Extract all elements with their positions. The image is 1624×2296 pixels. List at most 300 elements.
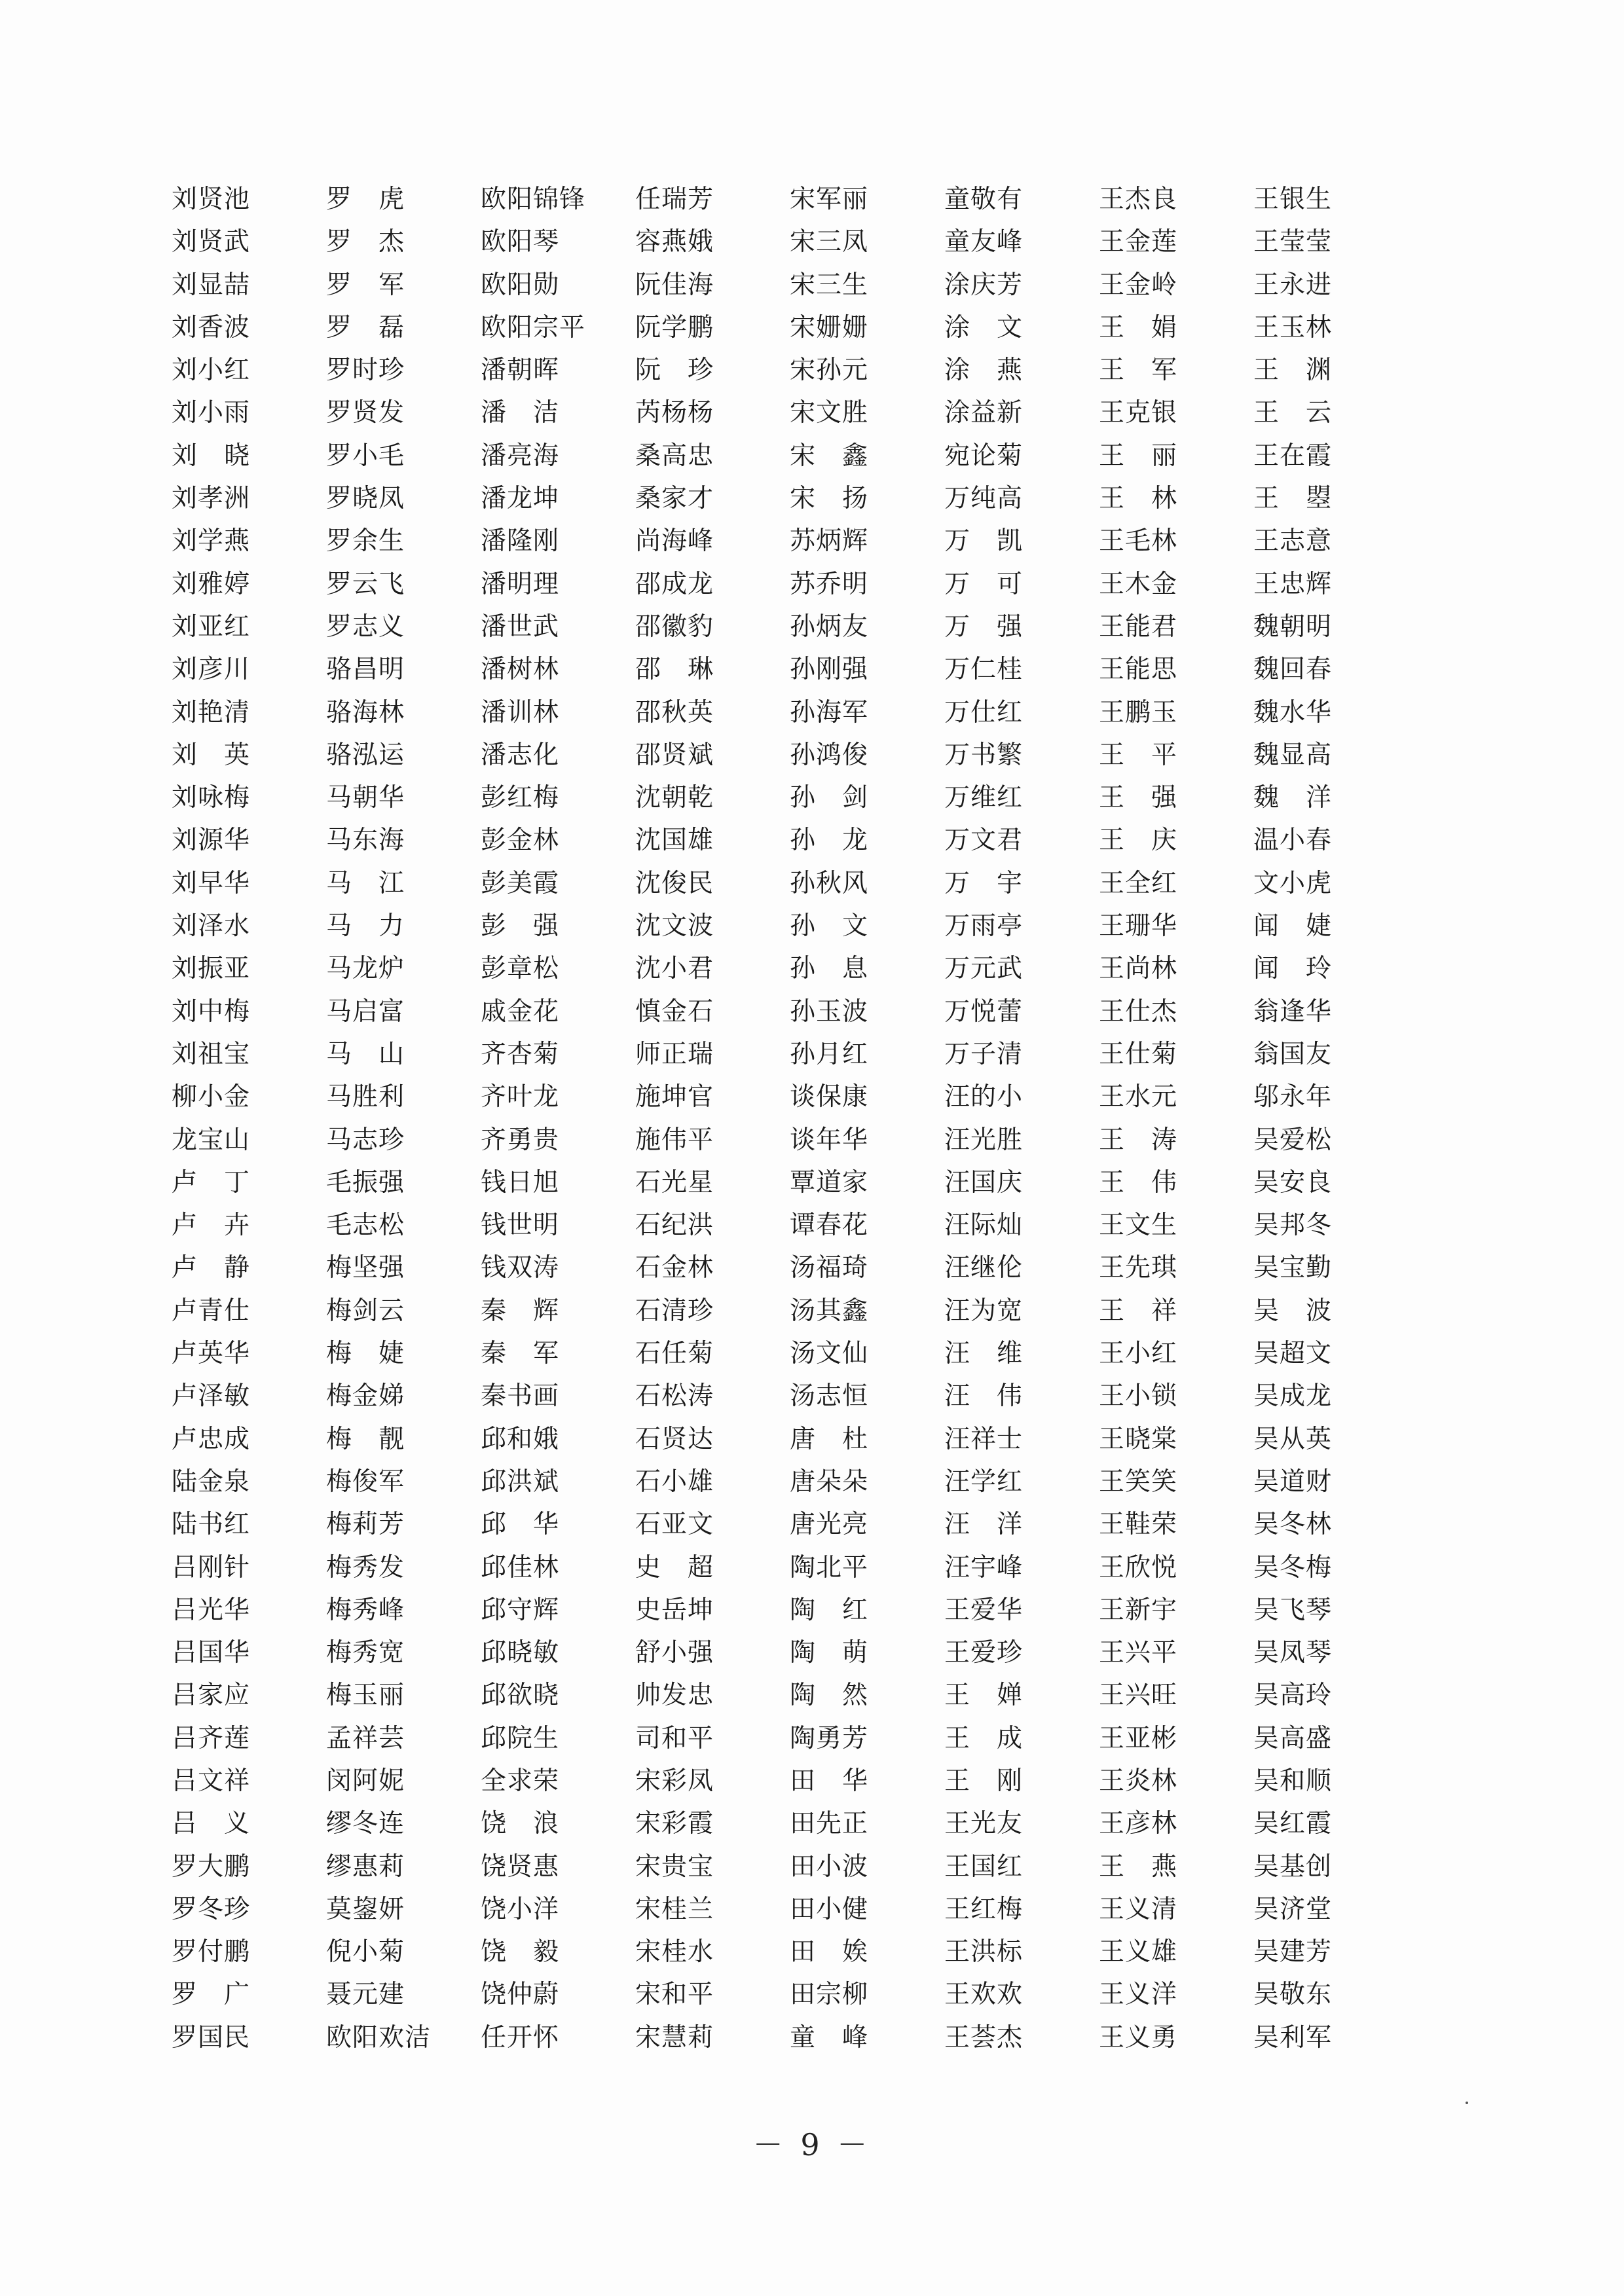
names-column-5 <box>790 178 944 2059</box>
name-entry: 秦 军 <box>481 1339 560 1369</box>
name-entry: 王小红 <box>1099 1339 1178 1369</box>
name-entry: 欧阳锦锋 <box>481 185 586 214</box>
name-entry: 刘小雨 <box>172 398 251 428</box>
name-entry: 王爱华 <box>944 1595 1024 1625</box>
name-entry: 谈保康 <box>790 1082 869 1112</box>
name-entry: 孙炳友 <box>790 611 869 642</box>
name-entry: 涂益新 <box>944 398 1024 428</box>
name-entry: 卢 丁 <box>172 1167 251 1197</box>
name-entry: 万仁桂 <box>944 655 1024 685</box>
name-entry: 翁逢华 <box>1253 996 1333 1027</box>
name-entry: 刘 英 <box>172 740 251 770</box>
name-entry: 宋三凤 <box>790 227 869 257</box>
name-entry: 王玉林 <box>1253 312 1333 342</box>
name-entry: 孙刚强 <box>790 655 869 685</box>
name-entry: 王 娟 <box>1099 312 1178 342</box>
name-entry: 罗云飞 <box>326 569 405 599</box>
name-entry: 田小健 <box>790 1894 869 1924</box>
name-entry: 石松涛 <box>635 1381 714 1412</box>
name-entry: 万书繁 <box>944 740 1024 770</box>
name-entry: 邱 华 <box>481 1510 560 1540</box>
name-entry: 马龙炉 <box>326 954 405 984</box>
name-entry: 宋彩霞 <box>635 1809 714 1839</box>
name-entry: 吴邦冬 <box>1253 1211 1333 1241</box>
name-entry: 吴基创 <box>1253 1851 1333 1882</box>
name-entry: 吕齐莲 <box>172 1723 251 1753</box>
name-entry: 田 娭 <box>790 1937 869 1967</box>
name-entry: 王金莲 <box>1099 227 1178 257</box>
names-list <box>172 178 1416 2059</box>
name-entry: 王晓棠 <box>1099 1424 1178 1454</box>
name-entry: 王小锁 <box>1099 1381 1178 1412</box>
name-entry: 宋三生 <box>790 270 869 300</box>
name-entry: 沈俊民 <box>635 868 714 898</box>
name-entry: 吴敬东 <box>1253 1980 1333 2010</box>
name-entry: 齐叶龙 <box>481 1082 560 1112</box>
name-entry: 罗冬珍 <box>172 1894 251 1924</box>
name-entry: 魏 洋 <box>1253 783 1333 813</box>
name-entry: 邵成龙 <box>635 569 714 599</box>
name-entry: 马志珍 <box>326 1125 405 1155</box>
name-entry: 舒小强 <box>635 1638 714 1668</box>
name-entry: 刘 晓 <box>172 441 251 471</box>
name-entry: 万仕红 <box>944 697 1024 727</box>
name-entry: 汪 伟 <box>944 1381 1024 1412</box>
name-entry: 吴济堂 <box>1253 1894 1333 1924</box>
name-entry: 万 可 <box>944 569 1024 599</box>
name-entry: 慎金石 <box>635 996 714 1027</box>
name-entry: 梅玉丽 <box>326 1681 405 1711</box>
name-entry: 王 刚 <box>944 1766 1024 1796</box>
name-entry: 宋姗姗 <box>790 312 869 342</box>
name-entry: 梅剑云 <box>326 1296 405 1326</box>
name-entry: 王 强 <box>1099 783 1178 813</box>
name-entry: 宋文胜 <box>790 398 869 428</box>
name-entry: 饶 毅 <box>481 1937 560 1967</box>
name-entry: 唐 杜 <box>790 1424 869 1454</box>
name-entry: 魏显高 <box>1253 740 1333 770</box>
name-entry: 刘小红 <box>172 355 251 386</box>
name-entry: 邱和娥 <box>481 1424 560 1454</box>
name-entry: 万 强 <box>944 611 1024 642</box>
name-entry: 梅坚强 <box>326 1253 405 1283</box>
name-entry: 史岳坤 <box>635 1595 714 1625</box>
name-entry: 王忠辉 <box>1253 569 1333 599</box>
name-entry: 刘显喆 <box>172 270 251 300</box>
name-entry: 吕光华 <box>172 1595 251 1625</box>
name-entry: 王新宇 <box>1099 1595 1178 1625</box>
name-entry: 万纯高 <box>944 484 1024 514</box>
name-entry: 王亚彬 <box>1099 1723 1178 1753</box>
name-entry: 齐杏菊 <box>481 1039 560 1069</box>
name-entry: 罗 军 <box>326 270 405 300</box>
name-entry: 刘振亚 <box>172 954 251 984</box>
name-entry: 王爱珍 <box>944 1638 1024 1668</box>
name-entry: 汪际灿 <box>944 1211 1024 1241</box>
name-entry: 秦 辉 <box>481 1296 560 1326</box>
name-entry: 童 峰 <box>790 2022 869 2052</box>
name-entry: 刘贤武 <box>172 227 251 257</box>
name-entry: 吴宝勤 <box>1253 1253 1333 1283</box>
name-entry: 彭章松 <box>481 954 560 984</box>
name-entry: 王水元 <box>1099 1082 1178 1112</box>
name-entry: 饶仲蔚 <box>481 1980 560 2010</box>
name-entry: 王仕杰 <box>1099 996 1178 1027</box>
name-entry: 吴建芳 <box>1253 1937 1333 1967</box>
name-entry: 毛志松 <box>326 1211 405 1241</box>
name-entry: 潘亮海 <box>481 441 560 471</box>
name-entry: 石贤达 <box>635 1424 714 1454</box>
name-entry: 童友峰 <box>944 227 1024 257</box>
name-entry: 梅俊军 <box>326 1467 405 1497</box>
name-entry: 涂庆芳 <box>944 270 1024 300</box>
name-entry: 唐光亮 <box>790 1510 869 1540</box>
name-entry: 邵贤斌 <box>635 740 714 770</box>
name-entry: 童敬有 <box>944 185 1024 214</box>
name-entry: 邱守辉 <box>481 1595 560 1625</box>
name-entry: 马 山 <box>326 1039 405 1069</box>
name-entry: 翁国友 <box>1253 1039 1333 1069</box>
name-entry: 谈年华 <box>790 1125 869 1155</box>
name-entry: 王 平 <box>1099 740 1178 770</box>
name-entry: 饶小洋 <box>481 1894 560 1924</box>
name-entry: 王 伟 <box>1099 1167 1178 1197</box>
name-entry: 石纪洪 <box>635 1211 714 1241</box>
name-entry: 阮 珍 <box>635 355 714 386</box>
name-entry: 覃道家 <box>790 1167 869 1197</box>
name-entry: 王永进 <box>1253 270 1333 300</box>
name-entry: 魏水华 <box>1253 697 1333 727</box>
name-entry: 王珊华 <box>1099 911 1178 941</box>
name-entry: 王兴旺 <box>1099 1681 1178 1711</box>
name-entry: 罗晓凤 <box>326 484 405 514</box>
name-entry: 宋慧莉 <box>635 2022 714 2052</box>
name-entry: 汤福琦 <box>790 1253 869 1283</box>
name-entry: 邬永年 <box>1253 1082 1333 1112</box>
name-entry: 卢青仕 <box>172 1296 251 1326</box>
name-entry: 王仕菊 <box>1099 1039 1178 1069</box>
name-entry: 毛振强 <box>326 1167 405 1197</box>
name-entry: 闻 婕 <box>1253 911 1333 941</box>
name-entry: 田小波 <box>790 1851 869 1882</box>
name-entry: 苏乔明 <box>790 569 869 599</box>
name-entry: 吴和顺 <box>1253 1766 1333 1796</box>
name-entry: 陆书红 <box>172 1510 251 1540</box>
name-entry: 罗 杰 <box>326 227 405 257</box>
name-entry: 彭 强 <box>481 911 560 941</box>
name-entry: 刘中梅 <box>172 996 251 1027</box>
name-entry: 聂元建 <box>326 1980 405 2010</box>
name-entry: 苏炳辉 <box>790 526 869 556</box>
name-entry: 汪继伦 <box>944 1253 1024 1283</box>
name-entry: 吴安良 <box>1253 1167 1333 1197</box>
names-column-6 <box>944 178 1099 2059</box>
name-entry: 师正瑞 <box>635 1039 714 1069</box>
name-entry: 孙海军 <box>790 697 869 727</box>
name-entry: 钱世明 <box>481 1211 560 1241</box>
name-entry: 汪祥士 <box>944 1424 1024 1454</box>
name-entry: 帅发忠 <box>635 1681 714 1711</box>
name-entry: 沈文波 <box>635 911 714 941</box>
name-entry: 王笑笑 <box>1099 1467 1178 1497</box>
name-entry: 刘艳清 <box>172 697 251 727</box>
name-entry: 孙 文 <box>790 911 869 941</box>
name-entry: 汪的小 <box>944 1082 1024 1112</box>
name-entry: 潘训林 <box>481 697 560 727</box>
name-entry: 任瑞芳 <box>635 185 714 214</box>
name-entry: 王鞋荣 <box>1099 1510 1178 1540</box>
name-entry: 吕刚针 <box>172 1552 251 1582</box>
name-entry: 潘 洁 <box>481 398 560 428</box>
name-entry: 汪 维 <box>944 1339 1024 1369</box>
name-entry: 缪冬连 <box>326 1809 405 1839</box>
name-entry: 宋和平 <box>635 1980 714 2010</box>
name-entry: 潘龙坤 <box>481 484 560 514</box>
name-entry: 王兴平 <box>1099 1638 1178 1668</box>
name-entry: 吴凤琴 <box>1253 1638 1333 1668</box>
name-entry: 欧阳宗平 <box>481 312 586 342</box>
name-entry: 王毛林 <box>1099 526 1178 556</box>
name-entry: 涂 文 <box>944 312 1024 342</box>
name-entry: 万雨亭 <box>944 911 1024 941</box>
name-entry: 吴成龙 <box>1253 1381 1333 1412</box>
name-entry: 吴爱松 <box>1253 1125 1333 1155</box>
name-entry: 梅金娣 <box>326 1381 405 1412</box>
name-entry: 罗时珍 <box>326 355 405 386</box>
name-entry: 饶贤惠 <box>481 1851 560 1882</box>
name-entry: 宋 扬 <box>790 484 869 514</box>
name-entry: 梅 婕 <box>326 1339 405 1369</box>
name-entry: 罗国民 <box>172 2022 251 2052</box>
name-entry: 陶北平 <box>790 1552 869 1582</box>
name-entry: 潘朝晖 <box>481 355 560 386</box>
name-entry: 孟祥芸 <box>326 1723 405 1753</box>
name-entry: 汪 洋 <box>944 1510 1024 1540</box>
name-entry: 邵秋英 <box>635 697 714 727</box>
name-entry: 刘彦川 <box>172 655 251 685</box>
name-entry: 刘祖宝 <box>172 1039 251 1069</box>
name-entry: 刘孝洲 <box>172 484 251 514</box>
name-entry: 阮学鹏 <box>635 312 714 342</box>
name-entry: 邱洪斌 <box>481 1467 560 1497</box>
name-entry: 吴超文 <box>1253 1339 1333 1369</box>
name-entry: 刘咏梅 <box>172 783 251 813</box>
name-entry: 梅秀发 <box>326 1552 405 1582</box>
name-entry: 梅 靓 <box>326 1424 405 1454</box>
name-entry: 宛论菊 <box>944 441 1024 471</box>
name-entry: 罗余生 <box>326 526 405 556</box>
name-entry: 魏回春 <box>1253 655 1333 685</box>
name-entry: 梅秀峰 <box>326 1595 405 1625</box>
name-entry: 卢 卉 <box>172 1211 251 1241</box>
name-entry: 万元武 <box>944 954 1024 984</box>
name-entry: 宋桂兰 <box>635 1894 714 1924</box>
name-entry: 王 庆 <box>1099 826 1178 856</box>
names-column-2 <box>326 178 481 2059</box>
name-entry: 汪光胜 <box>944 1125 1024 1155</box>
name-entry: 罗贤发 <box>326 398 405 428</box>
name-entry: 沈朝乾 <box>635 783 714 813</box>
name-entry: 钱日旭 <box>481 1167 560 1197</box>
name-entry: 马启富 <box>326 996 405 1027</box>
name-entry: 万 凯 <box>944 526 1024 556</box>
name-entry: 莫鋆妍 <box>326 1894 405 1924</box>
name-entry: 田 华 <box>790 1766 869 1796</box>
name-entry: 王金岭 <box>1099 270 1178 300</box>
name-entry: 刘泽水 <box>172 911 251 941</box>
name-entry: 王鹏玉 <box>1099 697 1178 727</box>
name-entry: 吴高玲 <box>1253 1681 1333 1711</box>
names-column-3 <box>481 178 635 2059</box>
name-entry: 马朝华 <box>326 783 405 813</box>
name-entry: 王光友 <box>944 1809 1024 1839</box>
name-entry: 罗 磊 <box>326 312 405 342</box>
name-entry: 容燕娥 <box>635 227 714 257</box>
name-entry: 饶 浪 <box>481 1809 560 1839</box>
name-entry: 邱佳林 <box>481 1552 560 1582</box>
name-entry: 闵阿妮 <box>326 1766 405 1796</box>
name-entry: 闻 玲 <box>1253 954 1333 984</box>
name-entry: 宋贵宝 <box>635 1851 714 1882</box>
name-entry: 王 丽 <box>1099 441 1178 471</box>
name-entry: 邱院生 <box>481 1723 560 1753</box>
name-entry: 梅秀宽 <box>326 1638 405 1668</box>
name-entry: 吕 义 <box>172 1809 251 1839</box>
names-column-4 <box>635 178 790 2059</box>
name-entry: 宋桂水 <box>635 1937 714 1967</box>
name-entry: 罗大鹏 <box>172 1851 251 1882</box>
name-entry: 石金林 <box>635 1253 714 1283</box>
name-entry: 沈小君 <box>635 954 714 984</box>
name-entry: 骆泓运 <box>326 740 405 770</box>
name-entry: 罗志义 <box>326 611 405 642</box>
name-entry: 石小雄 <box>635 1467 714 1497</box>
name-entry: 邱欲晓 <box>481 1681 560 1711</box>
name-entry: 王能君 <box>1099 611 1178 642</box>
name-entry: 王莹莹 <box>1253 227 1333 257</box>
name-entry: 王 婵 <box>944 1681 1024 1711</box>
name-entry: 陆金泉 <box>172 1467 251 1497</box>
name-entry: 潘明理 <box>481 569 560 599</box>
name-entry: 戚金花 <box>481 996 560 1027</box>
name-entry: 刘贤池 <box>172 185 251 214</box>
name-entry: 王尚林 <box>1099 954 1178 984</box>
name-entry: 潘世武 <box>481 611 560 642</box>
name-entry: 龙宝山 <box>172 1125 251 1155</box>
name-entry: 彭红梅 <box>481 783 560 813</box>
name-entry: 宋军丽 <box>790 185 869 214</box>
name-entry: 倪小菊 <box>326 1937 405 1967</box>
name-entry: 马 力 <box>326 911 405 941</box>
name-entry: 钱双涛 <box>481 1253 560 1283</box>
name-entry: 彭美霞 <box>481 868 560 898</box>
name-entry: 欧阳欢洁 <box>326 2022 432 2052</box>
name-entry: 沈国雄 <box>635 826 714 856</box>
name-entry: 尚海峰 <box>635 526 714 556</box>
names-column-1 <box>172 178 326 2059</box>
name-entry: 卢 静 <box>172 1253 251 1283</box>
name-entry: 王 燕 <box>1099 1851 1178 1882</box>
name-entry: 王炎林 <box>1099 1766 1178 1796</box>
name-entry: 万子清 <box>944 1039 1024 1069</box>
name-entry: 王杰良 <box>1099 185 1178 214</box>
name-entry: 邵徽豹 <box>635 611 714 642</box>
names-column-7 <box>1099 178 1253 2059</box>
name-entry: 王木金 <box>1099 569 1178 599</box>
name-entry: 潘隆刚 <box>481 526 560 556</box>
name-entry: 汤志恒 <box>790 1381 869 1412</box>
name-entry: 齐勇贵 <box>481 1125 560 1155</box>
name-entry: 陶 萌 <box>790 1638 869 1668</box>
name-entry: 王 成 <box>944 1723 1024 1753</box>
name-entry: 王先琪 <box>1099 1253 1178 1283</box>
name-entry: 孙玉波 <box>790 996 869 1027</box>
name-entry: 刘源华 <box>172 826 251 856</box>
name-entry: 王国红 <box>944 1851 1024 1882</box>
name-entry: 石光星 <box>635 1167 714 1197</box>
name-entry: 阮佳海 <box>635 270 714 300</box>
name-entry: 王红梅 <box>944 1894 1024 1924</box>
name-entry: 王 祥 <box>1099 1296 1178 1326</box>
name-entry: 卢忠成 <box>172 1424 251 1454</box>
name-entry: 缪惠莉 <box>326 1851 405 1882</box>
name-entry: 田先正 <box>790 1809 869 1839</box>
name-entry: 吴红霞 <box>1253 1809 1333 1839</box>
name-entry: 王志意 <box>1253 526 1333 556</box>
name-entry: 王银生 <box>1253 185 1333 214</box>
name-entry: 王 云 <box>1253 398 1333 428</box>
name-entry: 汪国庆 <box>944 1167 1024 1197</box>
name-entry: 王洪标 <box>944 1937 1024 1967</box>
name-entry: 孙秋风 <box>790 868 869 898</box>
name-entry: 骆昌明 <box>326 655 405 685</box>
name-entry: 宋 鑫 <box>790 441 869 471</box>
names-column-8 <box>1253 178 1408 2059</box>
name-entry: 刘学燕 <box>172 526 251 556</box>
name-entry: 汪为宽 <box>944 1296 1024 1326</box>
name-entry: 汤其鑫 <box>790 1296 869 1326</box>
name-entry: 陶 红 <box>790 1595 869 1625</box>
name-entry: 秦书画 <box>481 1381 560 1412</box>
name-entry: 吕国华 <box>172 1638 251 1668</box>
name-entry: 陶 然 <box>790 1681 869 1711</box>
name-entry: 桑家才 <box>635 484 714 514</box>
name-entry: 吴高盛 <box>1253 1723 1333 1753</box>
name-entry: 马东海 <box>326 826 405 856</box>
name-entry: 王义清 <box>1099 1894 1178 1924</box>
name-entry: 石亚文 <box>635 1510 714 1540</box>
scan-speck <box>1466 2102 1468 2104</box>
name-entry: 石清珍 <box>635 1296 714 1326</box>
name-entry: 罗 广 <box>172 1980 251 2010</box>
name-entry: 孙 剑 <box>790 783 869 813</box>
name-entry: 邱晓敏 <box>481 1638 560 1668</box>
name-entry: 吴利军 <box>1253 2022 1333 2052</box>
name-entry: 汤文仙 <box>790 1339 869 1369</box>
name-entry: 谭春花 <box>790 1211 869 1241</box>
name-entry: 王 渊 <box>1253 355 1333 386</box>
name-entry: 刘亚红 <box>172 611 251 642</box>
name-entry: 王全红 <box>1099 868 1178 898</box>
name-entry: 欧阳勋 <box>481 270 560 300</box>
name-entry: 王能思 <box>1099 655 1178 685</box>
name-entry: 王欢欢 <box>944 1980 1024 2010</box>
name-entry: 吴飞琴 <box>1253 1595 1333 1625</box>
name-entry: 施伟平 <box>635 1125 714 1155</box>
name-entry: 吴冬林 <box>1253 1510 1333 1540</box>
name-entry: 文小虎 <box>1253 868 1333 898</box>
name-entry: 王 林 <box>1099 484 1178 514</box>
